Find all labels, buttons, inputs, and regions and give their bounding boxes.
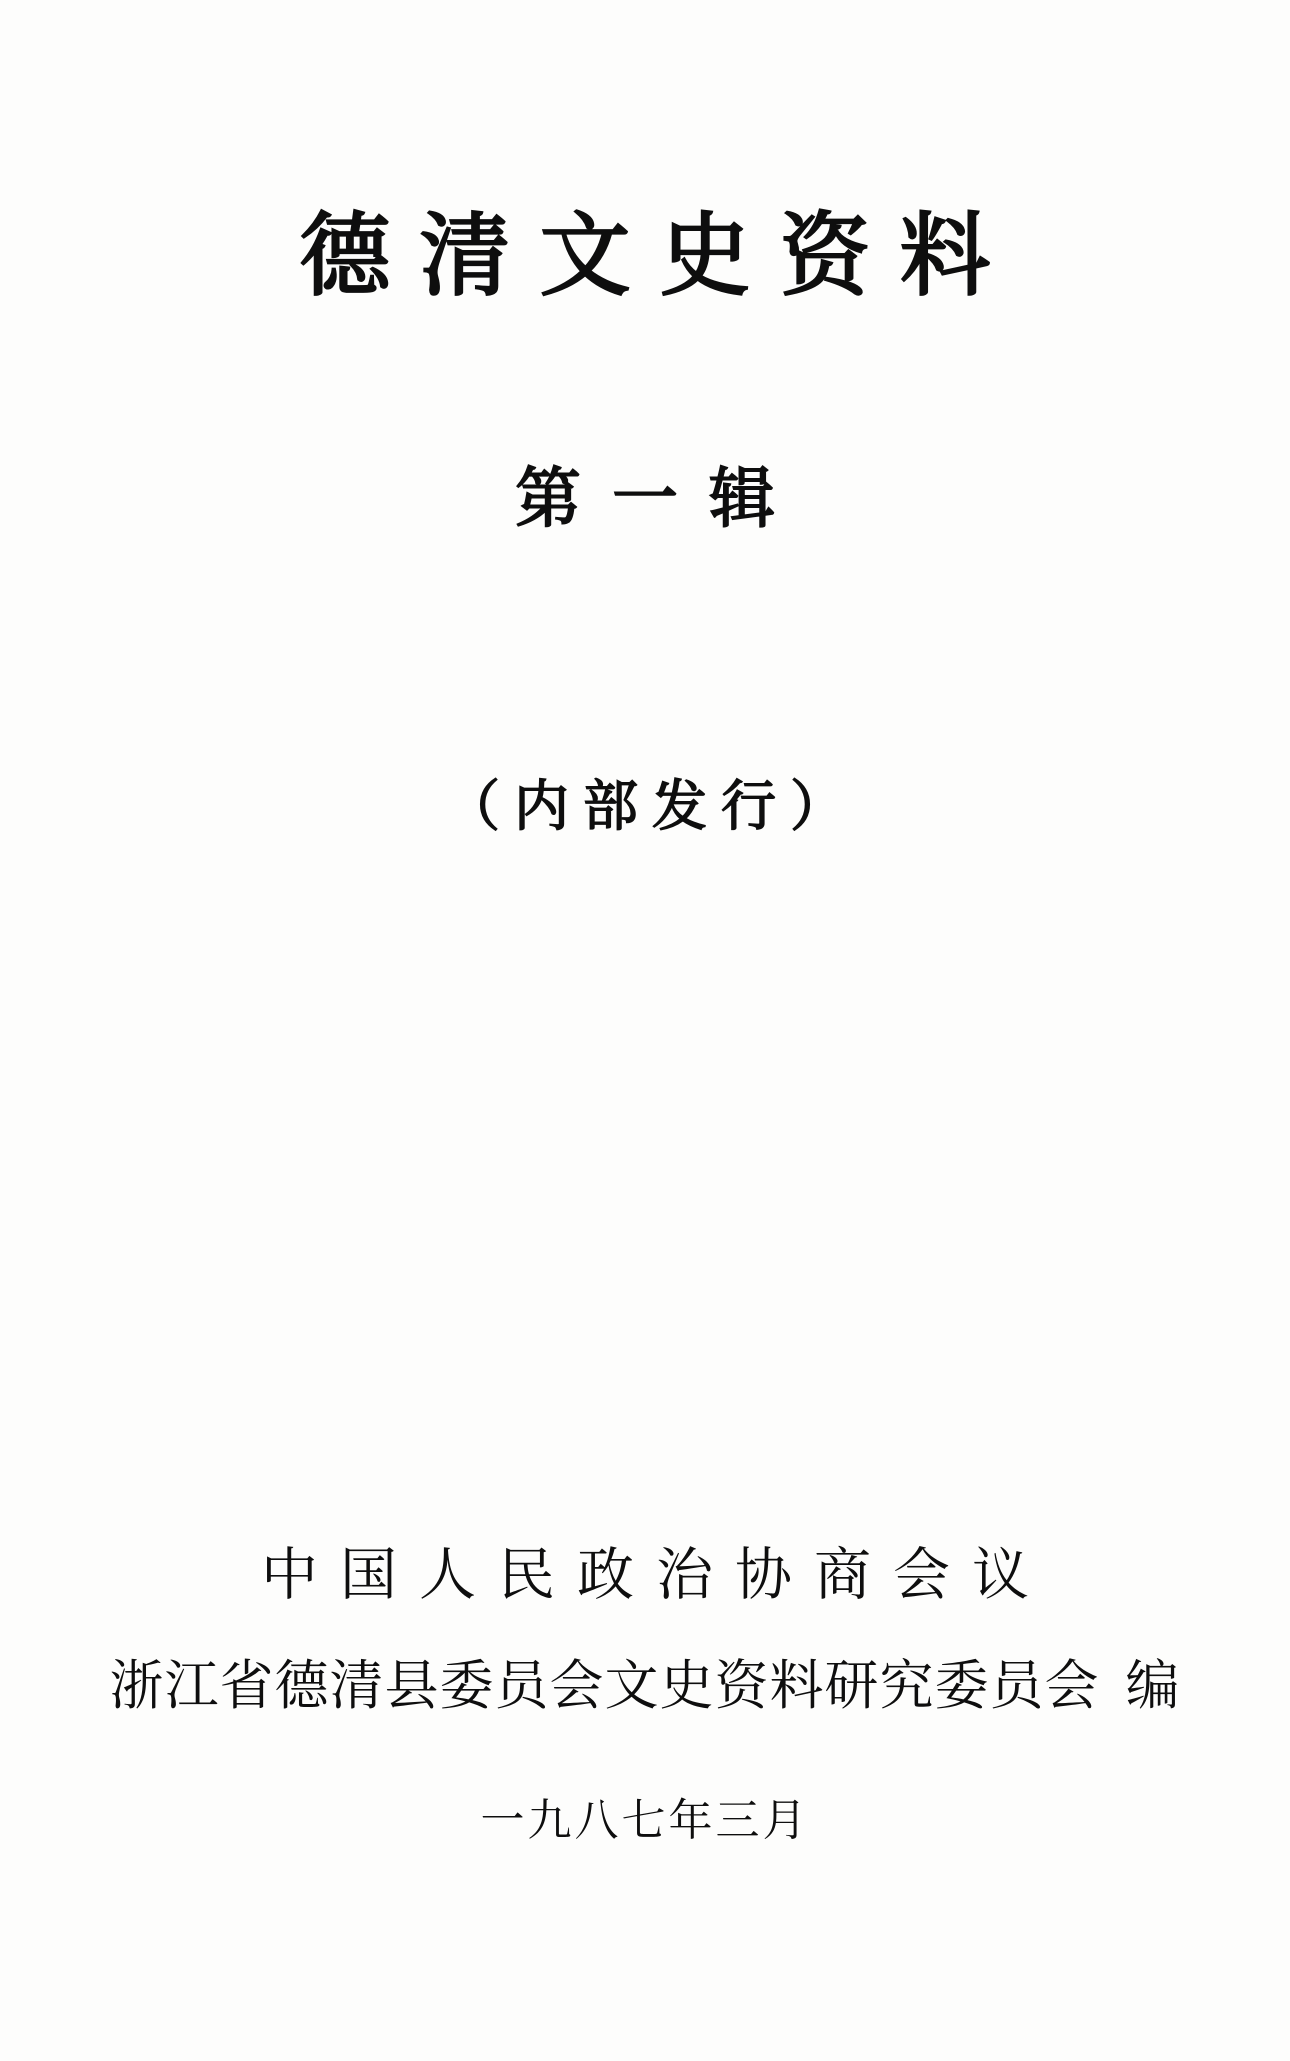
distribution-notice: （内部发行）	[444, 776, 859, 837]
publisher-line-2	[0, 1656, 1290, 1716]
publication-date: 一九八七年三月	[480, 1796, 810, 1845]
volume-label: 第一辑	[515, 463, 806, 536]
page-title: 德清文史资料	[299, 206, 1020, 307]
publisher-committee-name: 浙江省德清县委员会文史资料研究委员会	[109, 1656, 1100, 1716]
editor-suffix: 编	[1125, 1656, 1181, 1716]
publisher-line-1: 中国人民政治协商会议	[261, 1544, 1051, 1607]
